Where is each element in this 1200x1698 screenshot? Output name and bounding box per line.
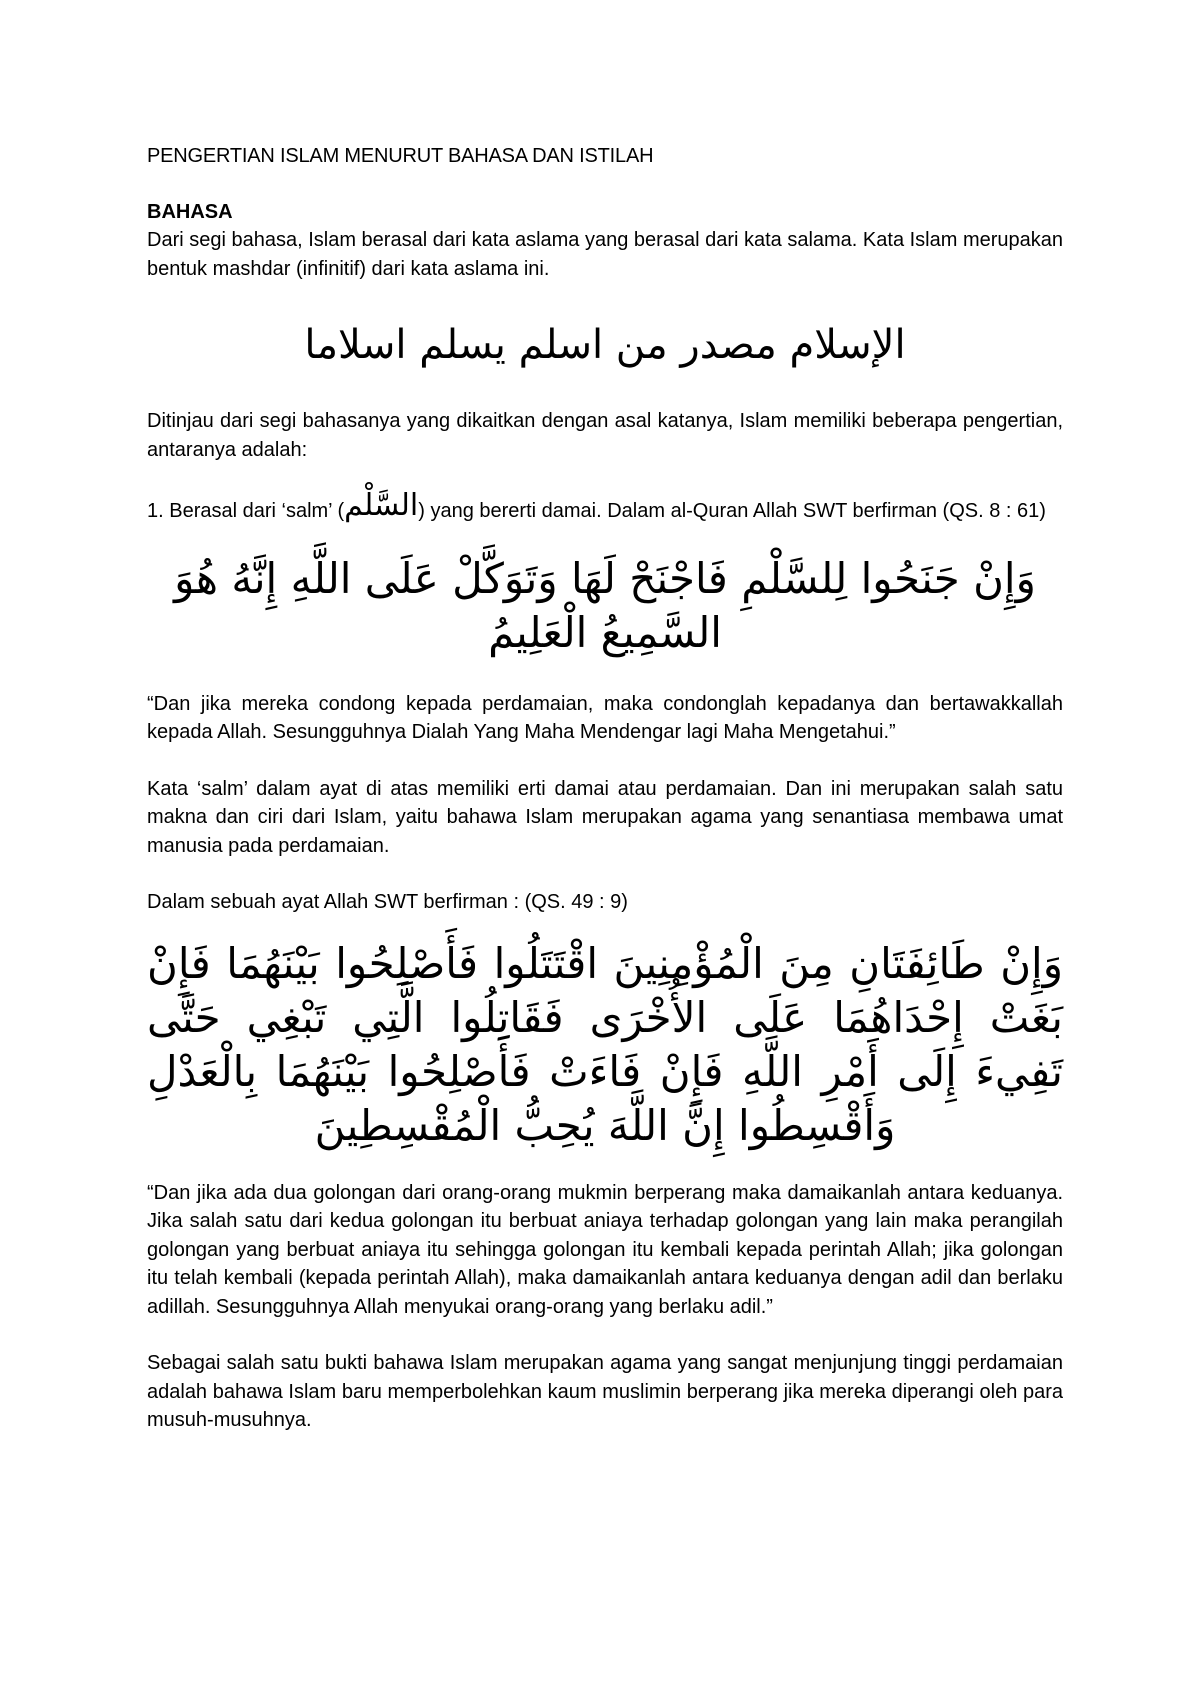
arabic-verse-49-9: وَإِنْ طَائِفَتَانِ مِنَ الْمُؤْمِنِينَ اقْتَتَلُوا فَأَصْلِحُوا بَيْنَهُمَا فَإِنْ بَغَتْ إِحْدَاهُمَا عَلَى الأُخْرَى فَقَاتِلُوا الَّتِي تَبْغِي حَتَّى تَفِيءَ إِلَى أَمْرِ اللَّهِ فَإِنْ فَاءَتْ فَأَصْلِحُوا بَيْنَهُمَا بِالْعَدْلِ وَأَقْسِطُوا إِنَّ اللَّهَ يُحِبُّ الْمُقْسِطِينَ: [147, 938, 1063, 1150]
spacer: [147, 1321, 1063, 1349]
paragraph-conclusion: Sebagai salah satu bukti bahawa Islam merupakan agama yang sangat menjunjung tinggi perdamaian adalah bahawa Islam baru memperbolehkan kaum muslimin berperang jika mereka diperangi oleh para musuh-musuhnya.: [147, 1352, 1063, 1431]
document-body: [147, 142, 1063, 1435]
paragraph-definition: Dari segi bahasa, Islam berasal dari kata aslama yang berasal dari kata salama. Kata Islam merupakan bentuk mashdar (infinitif) dari kata aslama ini.: [147, 229, 1064, 280]
document-title: PENGERTIAN ISLAM MENURUT BAHASA DAN ISTILAH: [147, 145, 654, 167]
list-item-text-after: ) yang bererti damai. Dalam al-Quran Allah SWT berfirman (QS. 8 : 61): [418, 500, 1046, 522]
arabic-definition: الإسلام مصدر من اسلم يسلم اسلاما: [304, 322, 906, 368]
paragraph-salm-meaning: Kata ‘salm’ dalam ayat di atas memiliki erti damai atau perdamaian. Dan ini merupakan salah satu makna dan ciri dari Islam, yaitu bahawa Islam merupakan agama yang senantiasa membawa umat manusia pada perdamaian.: [147, 777, 1063, 857]
section-heading-bahasa: BAHASA: [147, 201, 233, 223]
paragraph-intro: Ditinjau dari segi bahasanya yang dikaitkan dengan asal katanya, Islam memiliki beberapa pengertian, antaranya adalah:: [147, 410, 1063, 461]
list-item-text-before: 1. Berasal dari ‘salm’ (: [147, 500, 345, 522]
list-item-salm: [147, 488, 1063, 526]
paragraph-verse-intro: Dalam sebuah ayat Allah SWT berfirman : (QS. 49 : 9): [147, 891, 628, 913]
arabic-verse-8-61: وَإِنْ جَنَحُوا لِلسَّلْمِ فَاجْنَحْ لَهَا وَتَوَكَّلْ عَلَى اللَّهِ إِنَّهُ هُوَ السَّمِيعُ الْعَلِيمُ: [174, 553, 1036, 657]
spacer: [147, 860, 1063, 888]
translation-verse-8-61: “Dan jika mereka condong kepada perdamaian, maka condonglah kepadanya dan bertawakkallah kepada Allah. Sesungguhnya Dialah Yang Maha Mendengar lagi Maha Mengetahui.”: [147, 692, 1063, 743]
spacer: [147, 747, 1063, 775]
arabic-salm-word: السَّلْم: [344, 488, 419, 523]
translation-verse-49-9: “Dan jika ada dua golongan dari orang-orang mukmin berperang maka damaikanlah antara keduanya. Jika salah satu dari kedua golongan itu berbuat aniaya terhadap golongan yang lain maka perangilah golongan yang berbuat aniaya itu sehingga golongan itu kembali kepada perintah Allah; jika golongan itu telah kembali (kepada perintah Allah), maka damaikanlah antara keduanya dengan adil dan berlaku adillah. Sesungguhnya Allah menyukai orang-orang yang berlaku adil.”: [147, 1181, 1063, 1318]
